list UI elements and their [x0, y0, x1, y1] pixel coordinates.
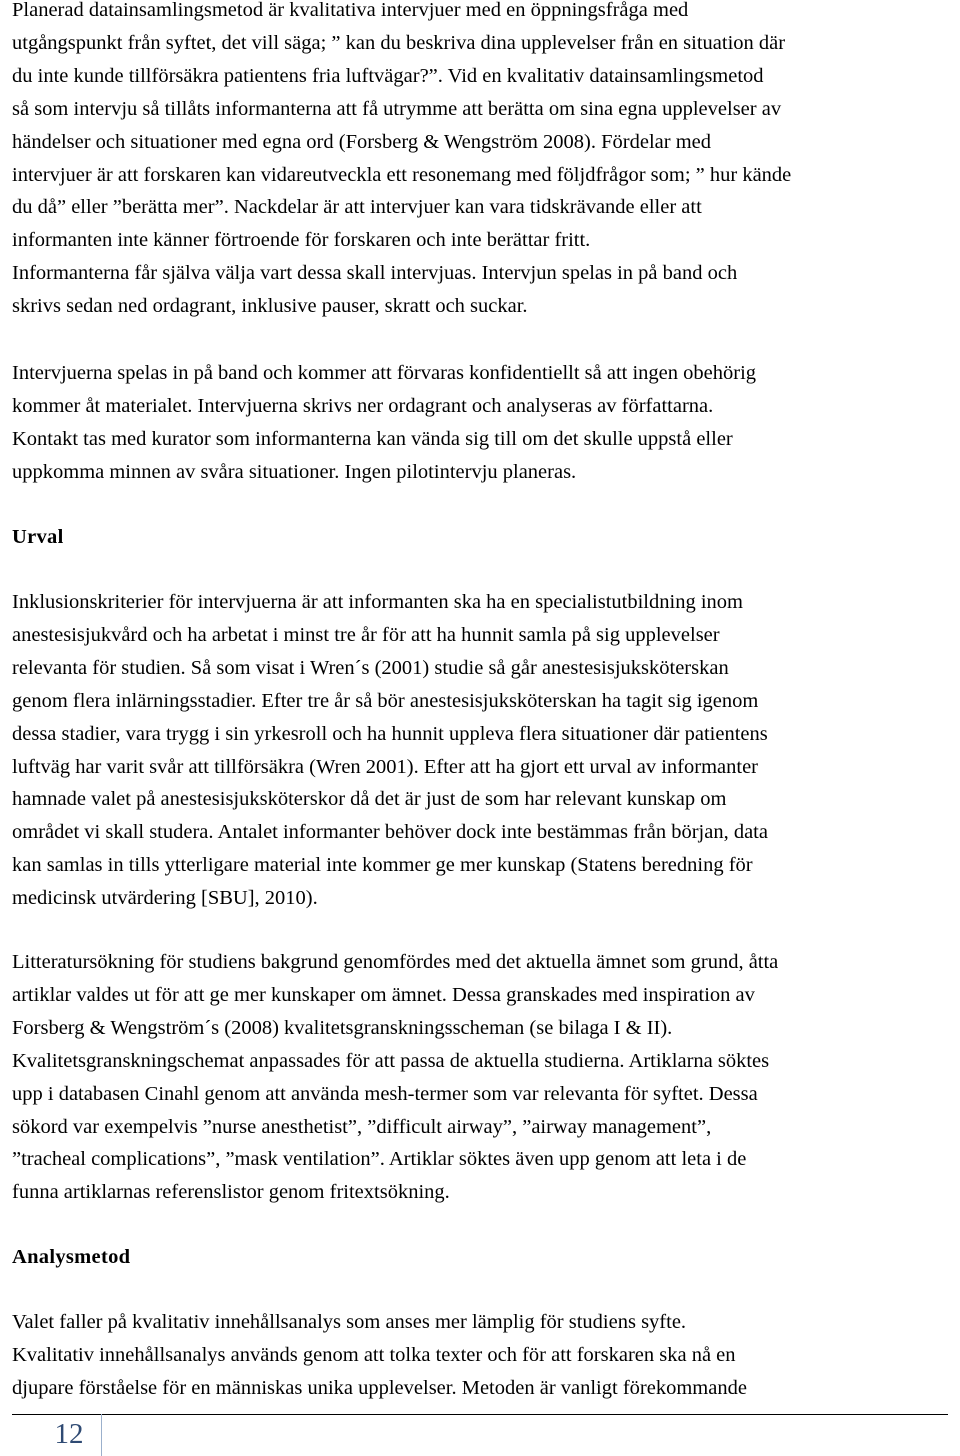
- text-line: Intervjuerna spelas in på band och kommer att förvaras konfidentiellt så att ingen obehörig: [12, 362, 757, 384]
- text-line: Litteratursökning för studiens bakgrund genomfördes med det aktuella ämnet som grund, åtta: [12, 951, 779, 973]
- text-line: kan samlas in tills ytterligare material inte kommer ge mer kunskap (Statens beredning för: [12, 854, 753, 877]
- text-line: upp i databasen Cinahl genom att använda mesh-termer som var relevanta för syftet. Dessa: [12, 1082, 758, 1105]
- text-line: intervjuer är att forskaren kan vidareutveckla ett resonemang med följdfrågor som; ” hur kände: [12, 163, 792, 186]
- text-line: Planerad datainsamlingsmetod är kvalitativa intervjuer med en öppningsfråga med: [12, 0, 689, 21]
- text-line: du inte kunde tillförsäkra patientens fria luftvägar?”. Vid en kvalitativ datainsamlingsmetod: [12, 64, 764, 87]
- text-line: funna artiklarnas referenslistor genom fritextsökning.: [12, 1181, 450, 1204]
- text-line: hamnade valet på anestesisjuksköterskor då det är just de som har relevant kunskap om: [12, 788, 727, 811]
- text-line: kommer åt materialet. Intervjuerna skrivs ner ordagrant och analyseras av författarna.: [12, 394, 714, 417]
- section-heading-analysmetod: Analysmetod: [12, 1246, 131, 1268]
- page-number-box: [38, 1414, 102, 1456]
- paragraph-data-collection: [12, 0, 791, 323]
- text-line: skrivs sedan ned ordagrant, inklusive pauser, skratt och suckar.: [12, 295, 528, 318]
- text-line: sökord var exempelvis ”nurse anesthetist”, ”difficult airway”, ”airway management”,: [12, 1115, 712, 1138]
- text-line: Inklusionskriterier för intervjuerna är att informanten ska ha en specialistutbildning inom: [12, 591, 743, 613]
- text-line: artiklar valdes ut för att ge mer kunskaper om ämnet. Dessa granskades med inspiration av: [12, 983, 755, 1006]
- text-line: uppkomma minnen av svåra situationer. Ingen pilotintervju planeras.: [12, 460, 577, 483]
- text-line: Kvalitetsgranskningschemat anpassades för att passa de aktuella studierna. Artiklarna söktes: [12, 1049, 770, 1072]
- text-line: Kontakt tas med kurator som informanterna kan vända sig till om det skulle uppstå eller: [12, 427, 733, 450]
- text-line: du då” eller ”berätta mer”. Nackdelar är att intervjuer kan vara tidskrävande eller att: [12, 196, 702, 219]
- paragraph-analysis-method: [12, 1306, 747, 1405]
- section-heading-urval: Urval: [12, 526, 64, 548]
- text-line: området vi skall studera. Antalet informanter behöver dock inte bestämmas från början, data: [12, 821, 768, 844]
- text-line: Informanterna får själva välja vart dessa skall intervjuas. Intervjun spelas in på band och: [12, 262, 738, 285]
- text-line: dessa stadier, vara trygg i sin yrkesroll och ha hunnit uppleva flera situationer där patientens: [12, 722, 768, 745]
- footer-divider: [12, 1414, 948, 1415]
- paragraph-literature-search: [12, 946, 778, 1209]
- text-line: genom flera inlärningsstadier. Efter tre år så bör anestesisjuksköterskan ha tagit sig igenom: [12, 689, 759, 712]
- paragraph-inclusion-criteria: [12, 586, 768, 915]
- text-line: Kvalitativ innehållsanalys används genom att tolka texter och för att forskaren ska nå en: [12, 1343, 736, 1366]
- text-line: Valet faller på kvalitativ innehållsanalys som anses mer lämplig för studiens syfte.: [12, 1311, 687, 1333]
- page-number: 12: [54, 1418, 84, 1450]
- text-line: händelser och situationer med egna ord (Forsberg & Wengström 2008). Fördelar med: [12, 130, 711, 153]
- text-line: relevanta för studien. Så som visat i Wren´s (2001) studie så går anestesisjuksköterskan: [12, 656, 729, 679]
- text-line: så som intervju så tillåts informanterna att få utrymme att berätta om sina egna upplevelser av: [12, 97, 782, 120]
- text-line: medicinsk utvärdering [SBU], 2010).: [12, 887, 318, 910]
- text-line: ”tracheal complications”, ”mask ventilation”. Artiklar söktes även upp genom att leta i de: [12, 1148, 747, 1171]
- text-line: Forsberg & Wengström´s (2008) kvalitetsgranskningsscheman (se bilaga I & II).: [12, 1016, 673, 1039]
- text-line: djupare förståelse för en människas unika upplevelser. Metoden är vanligt förekommande: [12, 1376, 747, 1399]
- text-line: informanten inte känner förtroende för forskaren och inte berättar fritt.: [12, 229, 591, 252]
- paragraph-confidentiality: [12, 357, 756, 489]
- text-line: anestesisjukvård och ha arbetat i minst tre år för att ha hunnit samla på sig upplevelser: [12, 623, 720, 646]
- text-line: utgångspunkt från syftet, det vill säga; ” kan du beskriva dina upplevelser från en situation där: [12, 31, 786, 54]
- text-line: luftväg har varit svår att tillförsäkra (Wren 2001). Efter att ha gjort ett urval av informanter: [12, 755, 758, 778]
